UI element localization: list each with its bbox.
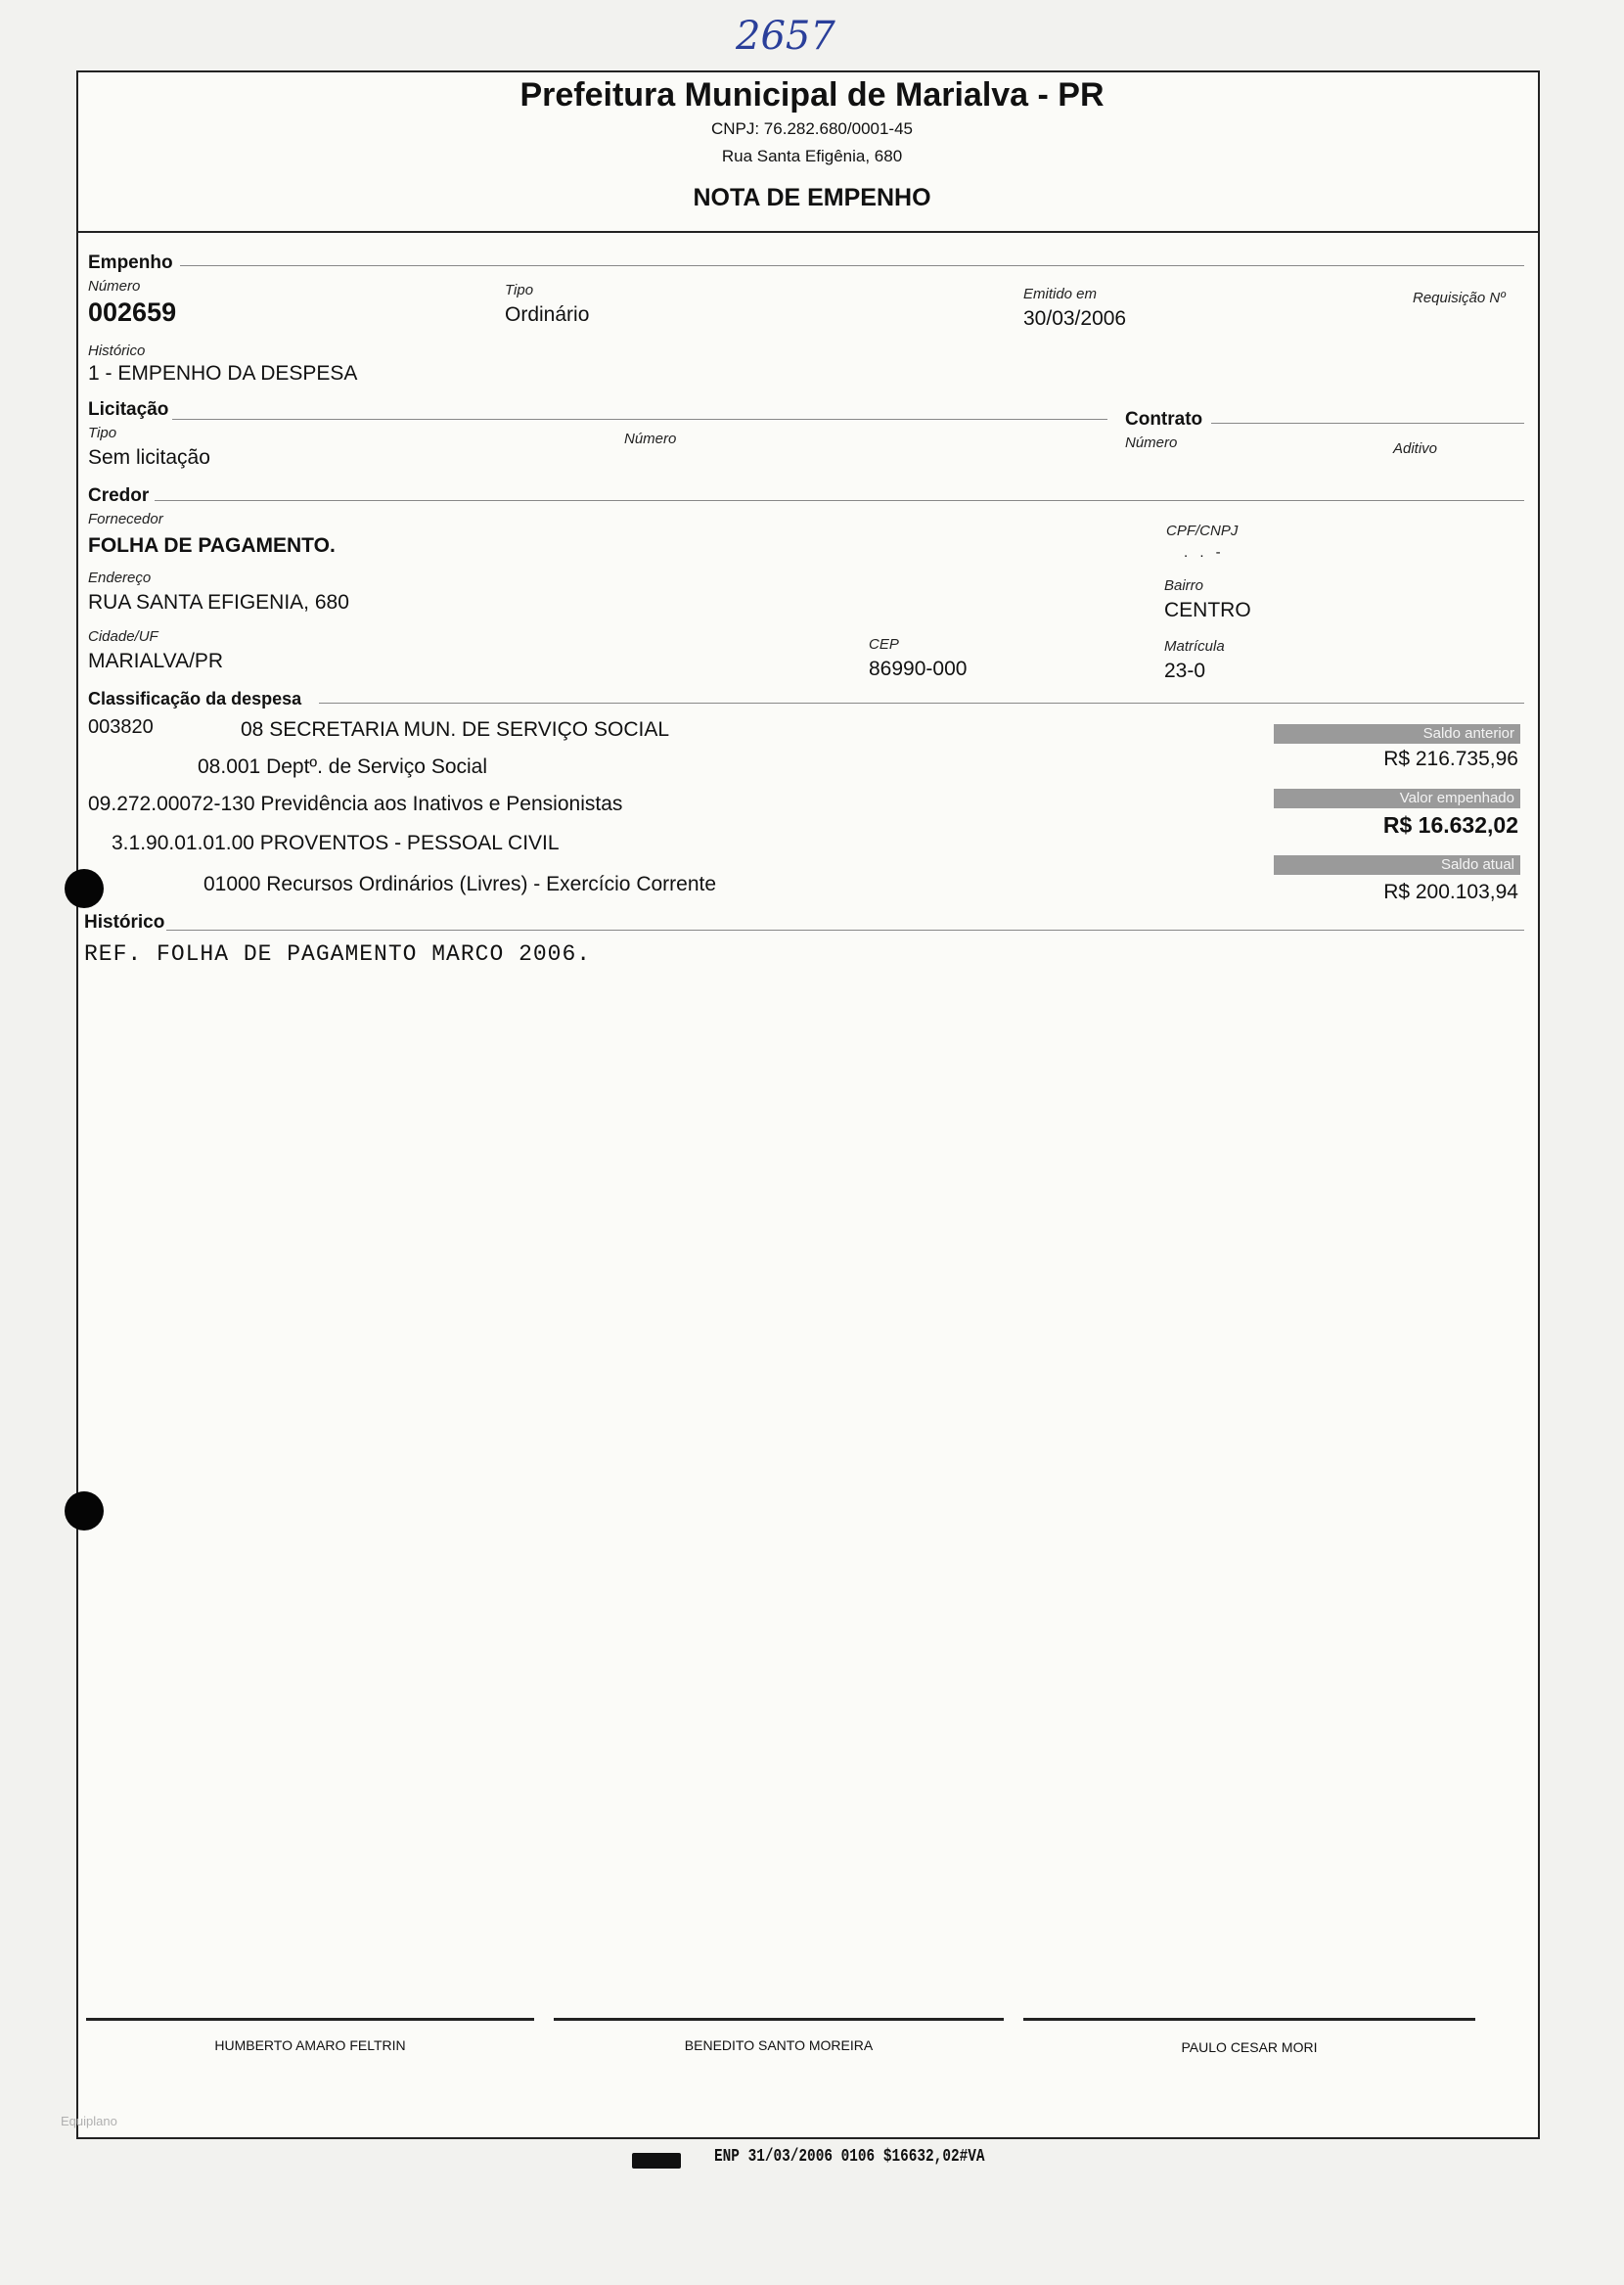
valor-empenhado-label: Valor empenhado xyxy=(1274,789,1520,808)
matricula-value: 23-0 xyxy=(1164,660,1206,682)
emitido-label: Emitido em xyxy=(1023,286,1098,302)
classificacao-linha-5: 01000 Recursos Ordinários (Livres) - Exercício Corrente xyxy=(203,873,717,895)
licitacao-tipo-label: Tipo xyxy=(88,425,117,441)
fornecedor-label: Fornecedor xyxy=(88,511,163,527)
classificacao-linha-4: 3.1.90.01.01.00 PROVENTOS - PESSOAL CIVIL xyxy=(112,832,560,854)
signature-line-3 xyxy=(1023,2018,1475,2021)
address-text: Rua Santa Efigênia, 680 xyxy=(721,147,903,165)
signature-name-3: PAULO CESAR MORI xyxy=(1181,2039,1318,2055)
classificacao-section-label: Classificação da despesa xyxy=(88,689,302,708)
historico-section-label: Histórico xyxy=(84,912,165,933)
credor-section-label: Credor xyxy=(88,485,150,506)
saldo-atual-label: Saldo atual xyxy=(1274,855,1520,875)
licitacao-rule xyxy=(172,419,1107,420)
contrato-numero-label: Número xyxy=(1125,434,1178,451)
cpf-cnpj-value: . . - xyxy=(1184,544,1225,561)
cnpj-text: CNPJ: 76.282.680/0001-45 xyxy=(710,119,914,138)
cidade-value: MARIALVA/PR xyxy=(88,650,224,672)
contrato-section-label: Contrato xyxy=(1125,409,1203,430)
licitacao-numero-label: Número xyxy=(624,431,677,447)
bairro-label: Bairro xyxy=(1164,577,1204,594)
emitido-date: 30/03/2006 xyxy=(1023,307,1127,330)
municipality-title: Prefeitura Municipal de Marialva - PR xyxy=(519,76,1105,114)
historico-text: REF. FOLHA DE PAGAMENTO MARCO 2006. xyxy=(84,941,592,967)
hole-punch-bottom xyxy=(65,1491,104,1531)
empenho-historico: 1 - EMPENHO DA DESPESA xyxy=(88,362,358,385)
historico-rule xyxy=(166,930,1524,931)
signature-name-1: HUMBERTO AMARO FELTRIN xyxy=(214,2037,406,2053)
empenho-historico-label: Histórico xyxy=(88,343,146,359)
classificacao-rule xyxy=(319,703,1524,704)
contrato-aditivo-label: Aditivo xyxy=(1393,440,1438,457)
classificacao-linha-1: 08 SECRETARIA MUN. DE SERVIÇO SOCIAL xyxy=(241,718,670,741)
classificacao-codigo: 003820 xyxy=(88,716,154,738)
cep-label: CEP xyxy=(869,636,899,653)
empenho-rule xyxy=(180,265,1524,266)
empenho-numero: 002659 xyxy=(88,297,177,327)
matricula-label: Matrícula xyxy=(1164,638,1225,655)
cidade-label: Cidade/UF xyxy=(88,628,158,645)
saldo-anterior-label: Saldo anterior xyxy=(1274,724,1520,744)
signature-line-1 xyxy=(86,2018,534,2021)
empenho-numero-label: Número xyxy=(88,278,141,295)
endereco-label: Endereço xyxy=(88,570,152,586)
classificacao-linha-3: 09.272.00072-130 Previdência aos Inativos e Pensionistas xyxy=(88,793,623,815)
fornecedor-value: FOLHA DE PAGAMENTO. xyxy=(88,534,336,557)
saldo-anterior-value: R$ 216.735,96 xyxy=(1383,748,1518,770)
licitacao-section-label: Licitação xyxy=(88,399,169,420)
licitacao-tipo: Sem licitação xyxy=(88,446,210,469)
document-title: NOTA DE EMPENHO xyxy=(693,184,931,211)
contrato-rule xyxy=(1211,423,1524,424)
requisicao-label: Requisição Nº xyxy=(1413,290,1506,306)
cep-value: 86990-000 xyxy=(869,658,968,680)
hole-punch-top xyxy=(65,869,104,908)
header-divider xyxy=(76,231,1538,233)
software-watermark: Equiplano xyxy=(61,2114,117,2128)
bairro-value: CENTRO xyxy=(1164,599,1251,621)
credor-rule xyxy=(155,500,1524,501)
empenho-section-label: Empenho xyxy=(88,252,173,273)
signature-name-2: BENEDITO SANTO MOREIRA xyxy=(684,2037,874,2053)
signature-line-2 xyxy=(554,2018,1004,2021)
handwritten-page-number: 2657 xyxy=(736,14,835,59)
classificacao-linha-2: 08.001 Deptº. de Serviço Social xyxy=(198,755,488,778)
empenho-tipo-label: Tipo xyxy=(505,282,534,298)
saldo-atual-value: R$ 200.103,94 xyxy=(1383,881,1518,903)
endereco-value: RUA SANTA EFIGENIA, 680 xyxy=(88,591,349,614)
valor-empenhado-value: R$ 16.632,02 xyxy=(1382,812,1518,838)
bank-stamp-logo xyxy=(632,2153,681,2169)
cpf-cnpj-label: CPF/CNPJ xyxy=(1166,523,1239,539)
bank-stamp-text: ENP 31/03/2006 0106 $16632,02#VA xyxy=(714,2147,985,2167)
empenho-tipo: Ordinário xyxy=(505,303,590,326)
